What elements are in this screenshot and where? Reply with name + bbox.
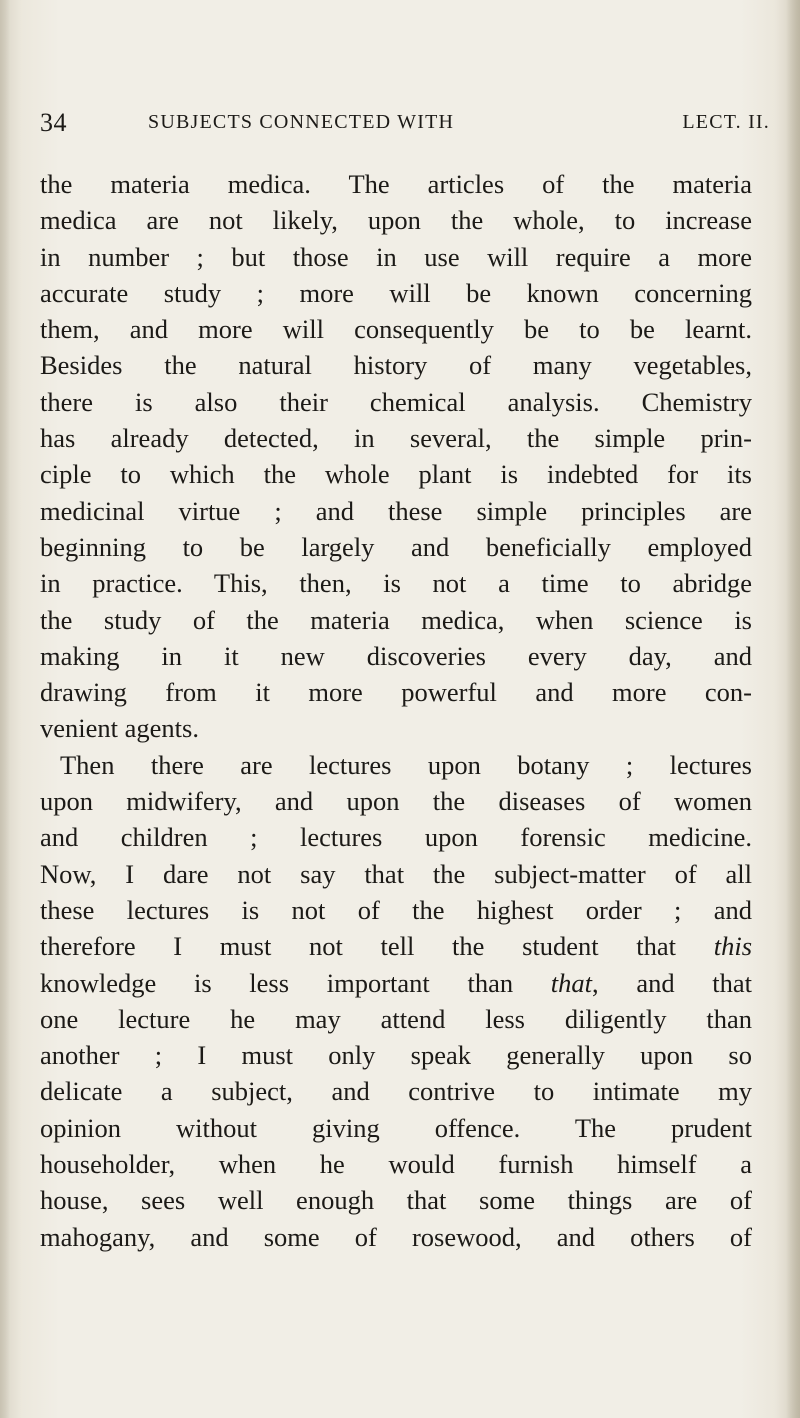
- italic-word-that: that: [550, 967, 593, 998]
- text-line: delicate a subject, and contrive to intimate my: [40, 1076, 752, 1107]
- text-segment: therefore I must not tell the student that: [40, 931, 677, 962]
- running-head: SUBJECTS CONNECTED WITH: [148, 111, 455, 133]
- text-line: drawing from it more powerful and more con-: [40, 677, 752, 708]
- page-header: [40, 108, 770, 148]
- text-line: mahogany, and some of rosewood, and others of: [40, 1221, 752, 1252]
- text-line: accurate study ; more will be known concerning: [40, 277, 752, 308]
- text-line: and children ; lectures upon forensic medicine.: [40, 822, 752, 853]
- text-line-with-italic: [40, 965, 752, 1001]
- text-line: Now, I dare not say that the subject-matter of all: [40, 858, 752, 889]
- text-line: has already detected, in several, the simple prin-: [40, 423, 752, 454]
- text-line: them, and more will consequently be to be learnt.: [40, 314, 752, 345]
- text-line: these lectures is not of the highest order ; and: [40, 894, 752, 925]
- text-line: householder, when he would furnish himself a: [40, 1149, 752, 1180]
- text-line: beginning to be largely and beneficially employed: [40, 531, 752, 562]
- italic-word-this: this: [713, 931, 753, 962]
- text-line: in number ; but those in use will require a more: [40, 241, 752, 272]
- text-segment: , and that: [592, 967, 753, 998]
- page-edge-shadow: [786, 0, 800, 1418]
- text-line-with-italic: [40, 928, 752, 964]
- text-line: Besides the natural history of many vegetables,: [40, 350, 752, 381]
- text-line: the study of the materia medica, when science is: [40, 604, 752, 635]
- text-line: Then there are lectures upon botany ; lectures: [60, 749, 752, 780]
- text-line: in practice. This, then, is not a time to abridge: [40, 568, 752, 599]
- text-line: one lecture he may attend less diligently than: [40, 1003, 752, 1034]
- text-line: the materia medica. The articles of the materia: [40, 169, 752, 199]
- page-number: 34: [40, 108, 67, 137]
- text-line: upon midwifery, and upon the diseases of women: [40, 786, 752, 817]
- text-segment: knowledge is less important than: [40, 967, 514, 998]
- text-line: there is also their chemical analysis. Chemistry: [40, 386, 752, 417]
- text-line: another ; I must only speak generally upon so: [40, 1040, 752, 1071]
- page-gutter-shadow: [0, 0, 10, 1418]
- text-line: venient agents.: [40, 713, 199, 744]
- text-line: medica are not likely, upon the whole, to increase: [40, 205, 752, 236]
- body-text: [40, 166, 752, 1255]
- text-line: medicinal virtue ; and these simple principles are: [40, 495, 752, 526]
- text-line: making in it new discoveries every day, and: [40, 640, 752, 671]
- text-line: ciple to which the whole plant is indebted for its: [40, 459, 752, 490]
- text-line: house, sees well enough that some things are of: [40, 1185, 752, 1216]
- text-line: opinion without giving offence. The prudent: [40, 1112, 752, 1143]
- lecture-reference: LECT. II.: [682, 111, 770, 133]
